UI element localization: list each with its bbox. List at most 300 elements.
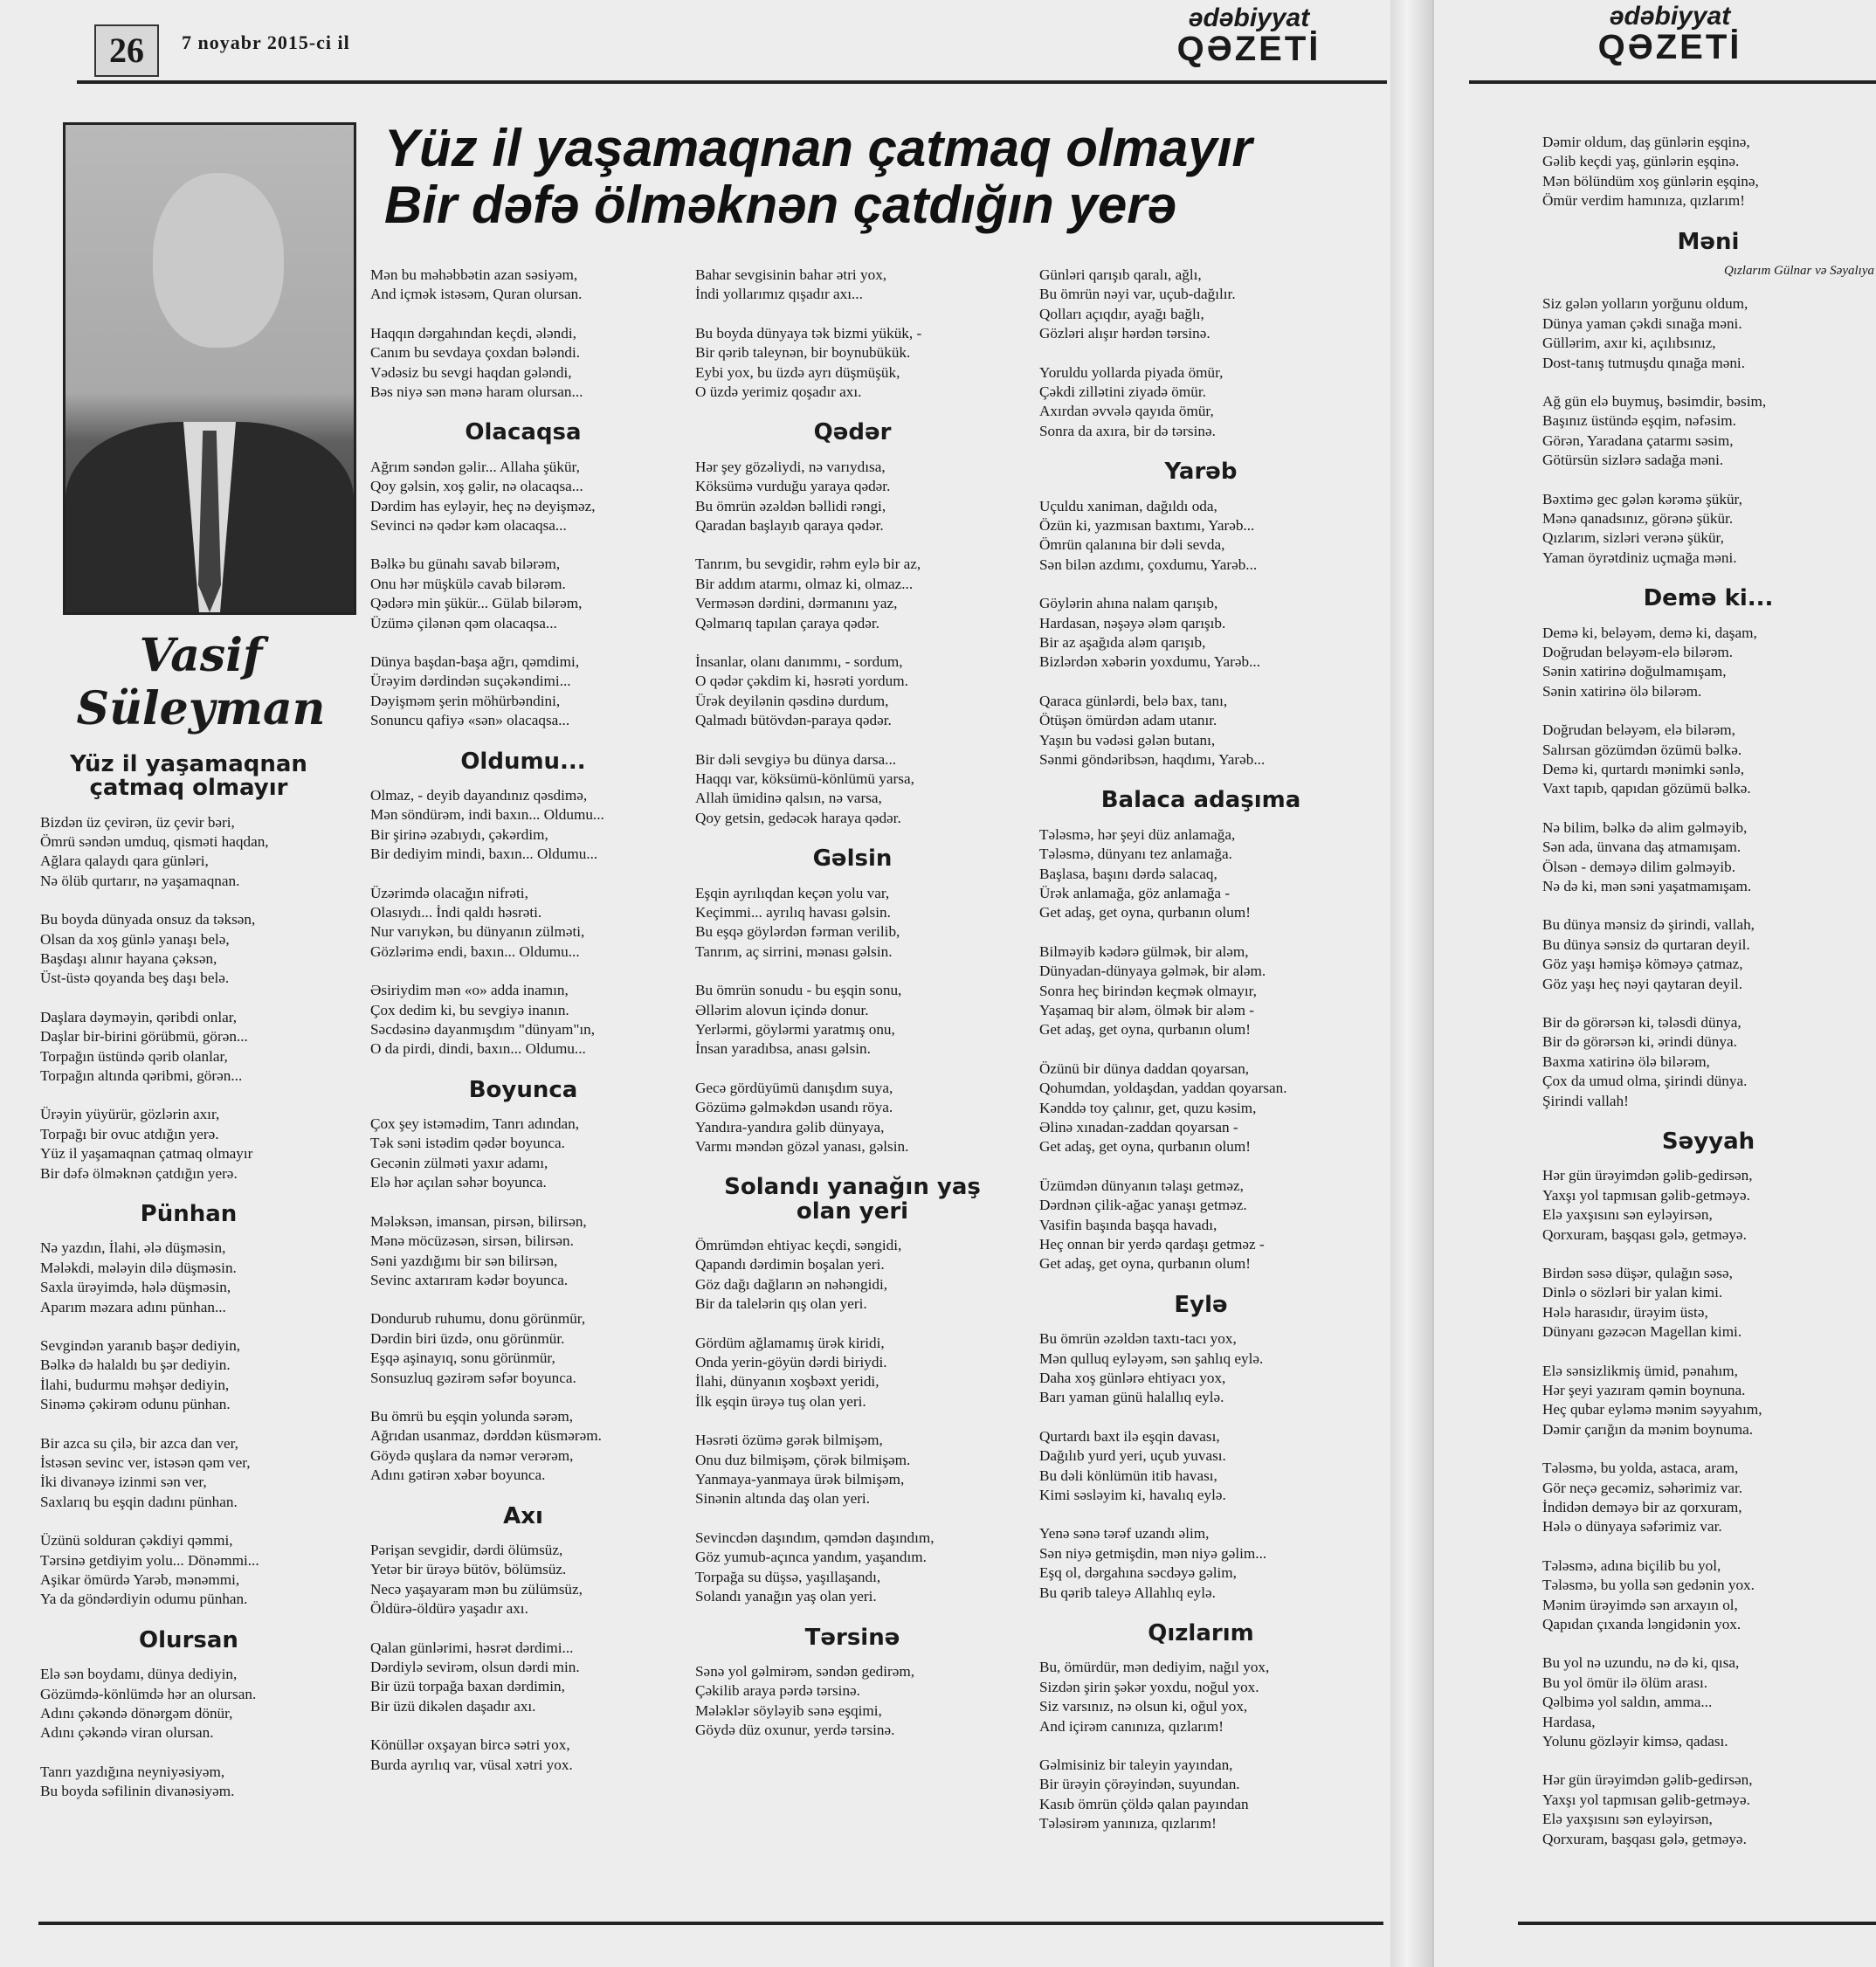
poem-line: Yerlərmi, göylərmi yaratmış onu,	[695, 1020, 895, 1038]
newspaper-page-27	[1432, 0, 1876, 1967]
poem-line: Yenə sənə tərəf uzandı əlim,	[1039, 1525, 1210, 1543]
poem-line: Gəlib keçdi yaş, günlərin eşqinə.	[1542, 153, 1740, 170]
stanza	[40, 910, 337, 989]
poem-line: Dost-tanış tutmuşdu qınağa məni.	[1542, 354, 1746, 371]
poem-line: Ağ gün elə buymuş, bəsimdir, bəsim,	[1542, 392, 1767, 410]
author-photo	[63, 122, 356, 615]
poem-line: Bir addım atarmı, olmaz ki, olmaz...	[695, 575, 914, 592]
poem-title: Qədər	[813, 419, 892, 446]
poem-line: Allah ümidinə qalsın, nə varsa,	[695, 790, 882, 807]
poem-line: Eşqin ayrılıqdan keçən yolu var,	[695, 884, 890, 901]
poem-line: Qohumdan, yoldaşdan, yaddan qoyarsan.	[1039, 1080, 1287, 1097]
poem-line: Mənim ürəyimdə sən arxayın ol,	[1542, 1596, 1738, 1613]
stanza	[1542, 133, 1874, 211]
poem-line: Daşlara dəyməyin, qəribdi onlar,	[40, 1008, 238, 1025]
poem-line: Tələsmə, hər şeyi düz anlamağa,	[1039, 825, 1236, 843]
poem-title: Olacaqsa	[465, 419, 582, 446]
poem-line: Üzümə çilənən qəm olacaqsa...	[370, 614, 557, 632]
poem-line: Tək səni istədim qədər boyunca.	[370, 1135, 565, 1152]
poem-line: Həsrəti özümə gərək bilmişəm,	[695, 1432, 883, 1449]
poem-line: Doğrudan beləyəm-elə bilərəm.	[1542, 643, 1734, 660]
poem-line: O qədər çəkdim ki, həsrəti yordum.	[695, 673, 908, 690]
poem-line: Sinəmə çəkirəm odunu pünhan.	[40, 1396, 231, 1413]
poem-line: Olmaz, - deyib dayandınız qəsdimə,	[370, 786, 588, 804]
poem-line: Çox da umud olma, şirindi dünya.	[1542, 1073, 1748, 1090]
stanza	[1542, 1653, 1874, 1751]
stanza	[1039, 1658, 1362, 1736]
poem	[695, 847, 1010, 1156]
poem-line: Bu ömrü bu eşqin yolunda sərəm,	[370, 1407, 573, 1425]
poem-line: Gözləri alışır hərdən tərsinə.	[1039, 325, 1210, 342]
poem-line: Elə yaxşısını sən eyləyirsən,	[1542, 1206, 1713, 1224]
page-gutter	[1390, 0, 1432, 1967]
poem-line: Üzərimdə olacağın nifrəti,	[370, 884, 528, 901]
poem-line: Qurtardı baxt ilə eşqin davası,	[1039, 1427, 1220, 1445]
stanza	[370, 324, 676, 403]
poem-line: Qoy getsin, gedəcək haraya qədər.	[695, 809, 901, 826]
poem-line: Çəkilib araya pərdə tərsinə.	[695, 1682, 860, 1700]
poem-line: Sənə yol gəlmirəm, səndən gedirəm,	[695, 1662, 915, 1680]
poem-line: Vədəsiz bu sevgi haqdan gələndi,	[370, 363, 572, 381]
poem	[695, 421, 1010, 828]
poem-line: Salırsan gözümdən özümü bəlkə.	[1542, 741, 1742, 758]
poem-line: Ağrım səndən gəlir... Allaha şükür,	[370, 458, 580, 475]
stanza	[1542, 490, 1874, 569]
stanza	[695, 555, 1010, 633]
poem-line: Aşikar ömürdə Yarəb, mənəmmi,	[40, 1571, 240, 1589]
poem-line: Mənə möcüzəsən, sirsən, bilirsən.	[370, 1232, 574, 1250]
poem-line: Mələksən, imansan, pirsən, bilirsən,	[370, 1212, 587, 1230]
poem-line: Ya da göndərdiyin odumu pünhan.	[40, 1591, 248, 1608]
poem-line: Heç qubar eyləmə mənim səyyahım,	[1542, 1401, 1762, 1418]
stanza	[370, 1736, 676, 1775]
poem-line: Bir də görərsən ki, ərindi dünya.	[1542, 1033, 1737, 1051]
page-number: 26	[94, 24, 159, 77]
poem-line: Ürək deyilənin qəsdinə durdum,	[695, 692, 889, 709]
poem-line: Nur varıykən, bu dünyanın zülməti,	[370, 923, 585, 941]
poem-line: Sənin xatirinə doğulmamışam,	[1542, 663, 1727, 680]
poem-line: Səni yazdığımı bir sən bilirsən,	[370, 1252, 558, 1269]
stanza	[370, 652, 676, 731]
poem-line: Hər gün ürəyimdən gəlib-gedirsən,	[1542, 1771, 1753, 1789]
poem-line: Sevinc axtarıram kədər boyunca.	[370, 1271, 569, 1288]
poem-line: Tələsmə, bu yolla sən gedənin yox.	[1542, 1577, 1755, 1594]
poem-line: Dərdin biri üzdə, onu görünmür.	[370, 1329, 565, 1347]
poem-line: Sizdən şirin şəkər yoxdu, noğul yox.	[1039, 1678, 1259, 1695]
poem-line: Dondurub ruhumu, donu görünmür,	[370, 1310, 586, 1328]
poem-title: Olursan	[139, 1626, 238, 1653]
poem	[1542, 587, 1874, 1111]
poem-line: Dəmir çarığın da mənim boynuma.	[1542, 1420, 1754, 1438]
poem-line: İndi yollarımız qışadır axı...	[695, 286, 863, 303]
poem-line: Qaradan başlayıb qaraya qədər.	[695, 516, 884, 534]
poem-line: Bir şirinə əzabıydı, çəkərdim,	[370, 825, 548, 843]
poem	[1542, 133, 1874, 211]
stanza	[1542, 1166, 1874, 1245]
stanza	[370, 1212, 676, 1291]
poem-title: Pünhan	[140, 1201, 238, 1228]
poem-line: Bu qərib taleyə Allahlıq eylə.	[1039, 1584, 1216, 1601]
poem-line: İstəsən sevinc ver, istəsən qəm ver,	[40, 1454, 251, 1472]
poem-line: Qəlbimə yol saldın, amma...	[1542, 1694, 1713, 1711]
poem	[40, 1626, 337, 1802]
poem-title: Səyyah	[1661, 1128, 1755, 1156]
poem-line: Mələkdi, mələyin dilə düşməsin.	[40, 1259, 237, 1276]
poem-line: Torpağın üstündə qərib olanlar,	[40, 1047, 228, 1065]
poem-line: Bizdən üz çevirən, üz çevir bəri,	[40, 813, 235, 831]
stanza	[1039, 266, 1362, 344]
stanza	[1542, 915, 1874, 994]
poem-line: Göz yaşı həmişə köməyə çatmaz,	[1542, 956, 1743, 973]
poem	[1039, 1291, 1362, 1603]
poem-line: Gecənin zülməti yaxır adamı,	[370, 1154, 548, 1171]
poem-line: Elə sənsizlikmiş ümid, pənahım,	[1542, 1362, 1738, 1379]
poem-line: Dünyadan-dünyaya gəlmək, bir aləm.	[1039, 963, 1266, 980]
poem-line: Kasıb ömrün çöldə qalan payından	[1039, 1795, 1249, 1812]
poem-line: Demə ki, qurtardı mənimki sənlə,	[1542, 760, 1745, 777]
poem-line: Gör neçə gecəmiz, səhərimiz var.	[1542, 1479, 1743, 1496]
poem-line: Gözümə gəlməkdən usandı röya.	[695, 1099, 893, 1116]
poem-title: Oldumu...	[460, 748, 586, 775]
stanza	[1542, 818, 1874, 897]
poem-line: Sevincdən daşındım, qəmdən daşındım,	[695, 1529, 935, 1546]
stanza	[370, 555, 676, 633]
poem-line: Bir dediyim mindi, baxın... Oldumu...	[370, 845, 598, 863]
poem-line: Özün ki, yazmısan baxtımı, Yarəb...	[1039, 516, 1255, 534]
poem	[370, 1502, 676, 1775]
poem-line: Hələ o dünyaya səfərimiz var.	[1542, 1518, 1722, 1536]
poem-line: Daha xoş günlərə ehtiyacı yox,	[1039, 1369, 1226, 1386]
stanza	[370, 1309, 676, 1388]
poem-line: Necə yaşayaram mən bu zülümsüz,	[370, 1580, 583, 1598]
poem-line: Dinlə o sözləri bir yalan kimi.	[1542, 1284, 1723, 1301]
poem-line: Bir qərib taleynən, bir boynubükük.	[695, 344, 911, 362]
poem-line: Çəkdi zillətini ziyadə ömür.	[1039, 383, 1206, 401]
poem-title: Demə ki...	[1643, 585, 1774, 612]
logo-line2-right: QƏZETİ	[1597, 28, 1742, 66]
stanza	[695, 1529, 1010, 1607]
poem-line: Gözlərimə endi, baxın... Oldumu...	[370, 942, 580, 960]
poem-line: Siz gələn yolların yorğunu oldum,	[1542, 295, 1748, 313]
poem-line: Göz dağı dağların ən nəhəngidi,	[695, 1275, 888, 1293]
poem	[1039, 266, 1362, 441]
poem-line: O da pirdi, dindi, baxın... Oldumu...	[370, 1040, 586, 1058]
poem-line: Tələsmə, bu yolda, astaca, aram,	[1542, 1460, 1739, 1477]
poem-title: Balaca adaşıma	[1100, 787, 1301, 814]
poem-line: Onu duz bilmişəm, çörək bilmişəm.	[695, 1451, 911, 1468]
poem-line: Sən niyə getmişdin, mən niyə gəlim...	[1039, 1544, 1267, 1562]
poem-line: Yanmaya-yanmaya ürək bilmişəm,	[695, 1471, 905, 1488]
poem-line: Dərdiylə sevirəm, olsun dərdi min.	[370, 1658, 580, 1675]
poem-line: Get adaş, get oyna, qurbanın olum!	[1039, 1138, 1251, 1156]
poem-line: Kimi səsləyim ki, havalıq eylə.	[1039, 1486, 1226, 1503]
newspaper-logo	[1135, 5, 1362, 66]
stanza	[1039, 942, 1362, 1040]
poem-line: Dünya yaman çəkdi sınağa məni.	[1542, 314, 1742, 332]
poem-line: Vasifin başında başqa havadı,	[1039, 1216, 1217, 1233]
poem-line: Eybi yox, bu üzdə ayrı düşmüşük,	[695, 363, 900, 381]
poem-line: Bir ürəyin çörəyindən, suyundan.	[1039, 1776, 1240, 1793]
stanza	[695, 652, 1010, 731]
stanza	[40, 1665, 337, 1743]
stanza	[370, 1115, 676, 1193]
poem-line: Yetər bir ürəyə bütöv, bölümsüz.	[370, 1561, 567, 1578]
poem-dedication: Qızlarım Gülnar və Səyalıya	[1723, 263, 1874, 278]
poem-line: Hər şey gözəliydi, nə varıydısa,	[695, 458, 886, 475]
stanza	[1542, 1556, 1874, 1635]
poem-line: Sən ada, ünvana daş atmamışam.	[1542, 839, 1742, 856]
column-4	[1039, 266, 1362, 1853]
poem-line: Bilməyib kədərə gülmək, bir aləm,	[1039, 942, 1249, 960]
poem-line: Hər gün ürəyimdən gəlib-gedirsən,	[1542, 1167, 1753, 1184]
stanza	[370, 981, 676, 1059]
stanza	[1039, 1059, 1362, 1157]
poem-line: Gecə gördüyümü danışdım suya,	[695, 1079, 893, 1096]
poem-line: Torpağın altında qəribmi, görən...	[40, 1067, 243, 1085]
logo-line2: QƏZETİ	[1176, 30, 1321, 68]
stanza	[695, 1334, 1010, 1412]
poem-line: İlahi, dünyanın xoşbəxt yeridi,	[695, 1373, 879, 1391]
poem-line: Bir dəli sevgiyə bu dünya darsa...	[695, 750, 897, 768]
poem-line: Daşlar bir-birini görübmü, görən...	[40, 1028, 248, 1046]
stanza	[1039, 1524, 1362, 1603]
poem-line: Bu ömrün sonudu - bu eşqin sonu,	[695, 982, 902, 999]
poem-line: Bu ömrün əzəldən taxtı-tacı yox,	[1039, 1330, 1237, 1348]
stanza	[40, 1105, 337, 1184]
poem-line: Ömür verdim hamınıza, qızlarım!	[1542, 192, 1745, 210]
column-3	[695, 266, 1010, 1759]
poem-title: Yüz il yaşamaqnan çatmaq olmayır	[70, 751, 307, 802]
poem-line: Tələsirəm yanınıza, qızlarım!	[1039, 1815, 1217, 1832]
poem-line: Ömrü səndən umduq, qisməti haqdan,	[40, 833, 269, 850]
stanza	[695, 1236, 1010, 1315]
stanza	[370, 1541, 676, 1619]
poem-line: Göydə düz oxunur, yerdə tərsinə.	[695, 1722, 895, 1739]
poem-title: Solandı yanağın yaş olan yeri	[724, 1174, 981, 1225]
poem-line: Qaraca günlərdi, belə bax, tanı,	[1039, 692, 1228, 709]
poem-line: Mənə qanadsınız, görənə şükür.	[1542, 509, 1734, 527]
stanza	[370, 1639, 676, 1717]
poem-line: Ötüşən ömürdən adam utanır.	[1039, 712, 1217, 729]
stanza	[695, 1662, 1010, 1741]
poem-line: Qolları açıqdır, ayağı bağlı,	[1039, 305, 1204, 322]
poem-line: Dərdnən çilik-ağac yanaşı getməz.	[1039, 1197, 1247, 1214]
stanza	[1542, 294, 1874, 373]
poem-line: Hər şeyi yazıram qəmin boynuna.	[1542, 1381, 1746, 1398]
newspaper-logo-right	[1556, 3, 1783, 65]
poem-line: Sonra da axıra, bir də tərsinə.	[1039, 422, 1216, 439]
poem-line: Yaxşı yol tapmısan gəlib-getməyə.	[1542, 1791, 1750, 1808]
poem-line: Olsan da xoş günlə yanaşı belə,	[40, 930, 230, 948]
poem-line: Nə ölüb qurtarır, nə yaşamaqnan.	[40, 872, 240, 889]
stanza	[40, 1763, 337, 1802]
poem-line: Dəmir oldum, daş günlərin eşqinə,	[1542, 134, 1750, 150]
stanza	[695, 750, 1010, 829]
poem-line: Haqqın dərgahından keçdi, ələndi,	[370, 324, 576, 342]
poem-line: Bir üzü dikəlen daşadır axı.	[370, 1697, 536, 1715]
poem-line: Bu dəli könlümün itib havası,	[1039, 1467, 1217, 1484]
poem-line: Burda ayrılıq var, vüsal xətri yox.	[370, 1756, 573, 1773]
poem-line: Qızlarım, sizləri verənə şükür,	[1542, 529, 1724, 547]
poem-line: Doğrudan beləyəm, elə bilərəm,	[1542, 721, 1735, 739]
poem-line: Dağılıb yurd yeri, uçub yuvası.	[1039, 1447, 1226, 1465]
poem	[370, 750, 676, 1059]
column-5	[1542, 133, 1874, 1868]
stanza	[1542, 1362, 1874, 1440]
poem-line: Tərsinə getdiyim yolu... Dönəmmi...	[40, 1551, 259, 1569]
poem-line: Öldürə-öldürə yaşadır axı.	[370, 1600, 528, 1618]
poem	[40, 1203, 337, 1610]
poem-line: Özünü bir dünya daddan qoyarsan,	[1039, 1059, 1250, 1077]
poem-line: Canım bu sevdaya çoxdan bələndi.	[370, 344, 581, 362]
poem-line: Tanrım, bu sevgidir, rəhm eylə bir az,	[695, 556, 921, 573]
poem-line: Sənmi göndəribsən, haqdımı, Yarəb...	[1039, 751, 1266, 769]
photo-head-shape	[153, 173, 284, 348]
logo-line1: ədəbiyyat	[1188, 3, 1310, 32]
poem-title: Məni	[1677, 228, 1740, 255]
poem-line: Gördüm ağlamamış ürək kiridi,	[695, 1334, 885, 1351]
footer-rule-right	[1518, 1922, 1876, 1925]
poem-line: Qoy gəlsin, xoş gəlir, nə olacaqsa...	[370, 478, 583, 495]
stanza	[695, 1431, 1010, 1509]
poem-line: Bizlərdən xəbərin yoxdumu, Yarəb...	[1039, 653, 1260, 671]
poem-line: Güllərim, axır ki, açılıbsınız,	[1542, 335, 1716, 352]
poem-line: Nə bilim, bəlkə də alim gəlməyib,	[1542, 818, 1748, 836]
poem-title: Boyunca	[468, 1076, 578, 1103]
poem-line: Sevinci nə qədər kəm olacaqsa...	[370, 516, 567, 534]
poem-line: Yaman öyrətdiniz uçmağa məni.	[1542, 549, 1737, 566]
stanza	[695, 458, 1010, 536]
poem-line: Dünya başdan-başa ağrı, qəmdimi,	[370, 652, 580, 670]
poem-line: Çox şey istəmədim, Tanrı adından,	[370, 1115, 580, 1133]
poem-line: Adını gətirən xəbər boyunca.	[370, 1467, 546, 1484]
poem-line: Yaxşı yol tapmısan gəlib-getməyə.	[1542, 1186, 1750, 1204]
stanza	[1039, 825, 1362, 923]
poem-line: Sonsuzluq gəzirəm səfər boyunca.	[370, 1369, 576, 1386]
stanza	[1039, 497, 1362, 576]
poem-line: Üzünü solduran çəkdiyi qəmmi,	[40, 1532, 233, 1549]
poem-line: Onu hər müşkülə cavab bilərəm.	[370, 575, 566, 592]
stanza	[1039, 594, 1362, 673]
poem-line: Siz varsınız, nə olsun ki, oğul yox,	[1039, 1698, 1248, 1715]
poem-line: Verməsən dərdini, dərmanını yaz,	[695, 595, 898, 612]
poem-line: Bəs niyə sən mənə haram olursan...	[370, 383, 583, 401]
poem	[1039, 460, 1362, 770]
poem-line: Nə yazdın, İlahi, ələ düşməsin,	[40, 1239, 226, 1257]
poem-line: Götürsün sizlərə sadağa məni.	[1542, 452, 1724, 469]
poem-line: Kənddə toy çalınır, get, quzu kəsim,	[1039, 1099, 1257, 1116]
poem-line: Qədərə min şükür... Gülab bilərəm,	[370, 595, 583, 612]
poem-line: Aparım məzara adını pünhan...	[40, 1298, 226, 1315]
poem-line: Bu yol nə uzundu, nə də ki, qısa,	[1542, 1654, 1740, 1672]
stanza	[1542, 392, 1874, 471]
poem	[370, 421, 676, 730]
poem-line: Qorxuram, başqası gələ, getməyə.	[1542, 1830, 1747, 1847]
poem-line: İnsanlar, olanı danımmı, - sordum,	[695, 652, 903, 670]
poem-line: Ürəyim dərdindən suçəkəndimi...	[370, 673, 571, 690]
poem-line: İnsan yaradıbsa, anası gəlsin.	[695, 1040, 871, 1058]
poem-line: Ömrün qalanına bir dəli sevda,	[1039, 536, 1225, 554]
poem-line: And içirəm canınıza, qızlarım!	[1039, 1717, 1224, 1735]
header-rule	[77, 80, 1387, 84]
poem-line: Sonra heç birindən keçmək olmayır,	[1039, 982, 1257, 999]
poem-line: Get adaş, get oyna, qurbanın olum!	[1039, 1255, 1251, 1273]
poem-line: O üzdə yerimiz qoşadır axı.	[695, 383, 862, 401]
stanza	[40, 1239, 337, 1317]
poem	[1542, 228, 1874, 569]
poem-line: Uçuldu xaniman, dağıldı oda,	[1039, 497, 1217, 514]
poem-line: Ürəyin yüyürür, gözlərin axır,	[40, 1106, 220, 1123]
poem-line: Eşqə aşinayıq, sonu görünmür,	[370, 1349, 555, 1367]
poem-line: Eşq ol, dərgahına səcdəyə gəlim,	[1039, 1564, 1237, 1582]
poem-line: Bu boyda səfilinin divanəsiyəm.	[40, 1783, 235, 1800]
poem-line: İlahi, budurmu məhşər dediyin,	[40, 1376, 230, 1393]
poem-line: Hardasan, nəşəyə ələm qarışıb.	[1039, 614, 1226, 632]
poem-line: Yolunu gözləyir kimsə, qadası.	[1542, 1733, 1728, 1750]
poem-line: Göz yumub-açınca yandım, yaşandım.	[695, 1549, 927, 1566]
poem-line: Sonuncu qafiyə «sən» olacaqsa...	[370, 712, 570, 729]
stanza	[695, 1079, 1010, 1157]
poem-line: Sinənin altında daş olan yeri.	[695, 1490, 870, 1508]
headline	[384, 121, 1371, 234]
author-signature: Vasif Süleyman	[76, 629, 326, 735]
poem-line: Başlasa, başını dərdə salacaq,	[1039, 865, 1217, 882]
stanza	[695, 266, 1010, 305]
poem-line: Mən bölündüm xoş günlərin eşqinə,	[1542, 172, 1759, 190]
poem-line: Bir dəfə ölməknən çatdığın yerə.	[40, 1164, 238, 1182]
poem-line: Ağrıdan usanmaz, dərddən küsmərəm.	[370, 1427, 602, 1445]
poem-line: Olasıydı... İndi qaldı həsrəti.	[370, 903, 542, 921]
poem-line: Axırdan əvvələ qayıda ömür,	[1039, 403, 1214, 420]
poem-line: Bu, ömürdür, mən dediyim, nağıl yox,	[1039, 1659, 1270, 1676]
poem-line: Bu boyda dünyaya tək bizmi yükük, -	[695, 324, 922, 342]
poem-line: Yandıra-yandıra gəlib dünyaya,	[695, 1118, 885, 1135]
poem-line: Elə sən boydamı, dünya dediyin,	[40, 1666, 238, 1683]
poem-line: And içmək istəsəm, Quran olursan.	[370, 286, 583, 303]
poem-line: Yoruldu yollarda piyada ömür,	[1039, 363, 1224, 381]
poem-line: Heç onnan bir yerdə qardaşı getməz -	[1039, 1236, 1265, 1253]
poem-line: Qapandı dərdimin boşalan yeri.	[695, 1256, 885, 1273]
poem	[1039, 789, 1362, 1273]
poem-line: Nə də ki, mən səni yaşatmamışam.	[1542, 877, 1752, 894]
poem-line: Bəlkə bu günahı savab bilərəm,	[370, 556, 561, 573]
stanza	[1039, 363, 1362, 442]
stanza	[1542, 1459, 1874, 1537]
poem-line: Dərdim has eyləyir, heç nə deyişməz,	[370, 497, 596, 514]
poem-line: Bu ömrün əzəldən bəllidi rəngi,	[695, 497, 886, 514]
poem-line: Saxla ürəyimdə, hələ düşməsin,	[40, 1279, 231, 1296]
poem-line: Onda yerin-göyün dərdi biriydi.	[695, 1354, 887, 1371]
poem-line: Səcdəsinə dayanmışdım "dünyam"ın,	[370, 1020, 595, 1038]
poem-line: Qəlmarıq tapılan çaraya qədər.	[695, 614, 879, 632]
footer-rule	[38, 1922, 1383, 1925]
poem-line: Bu yol ömür ilə ölüm arası.	[1542, 1674, 1708, 1691]
headline-line1: Yüz il yaşamaqnan çatmaq olmayır	[384, 119, 1252, 177]
poem-line: İndidən deməyə bir az qorxuram,	[1542, 1499, 1742, 1516]
poem-title: Axı	[503, 1502, 543, 1529]
poem-line: Qapıdan çıxanda ləngidənin yox.	[1542, 1616, 1742, 1633]
headline-line2: Bir dəfə ölməknən çatdığın yerə	[384, 175, 1176, 234]
stanza	[1542, 1770, 1874, 1849]
poem-line: Mən söndürəm, indi baxın... Oldumu...	[370, 806, 604, 824]
poem-line: Bu eşqə göylərdən fərman verilib,	[695, 923, 900, 941]
poem-line: Keçimmi... ayrılıq havası gəlsin.	[695, 903, 891, 921]
poem-line: Adını çəkəndə viran olursan.	[40, 1724, 214, 1742]
poem-line: Sənin xatirinə ölə bilərəm.	[1542, 682, 1702, 700]
poem-line: Barı yaman günü halallıq eylə.	[1039, 1389, 1224, 1406]
poem-line: Köksümə vurduğu yaraya qədər.	[695, 478, 891, 495]
poem-line: Əsiriydim mən «o» adda inamın,	[370, 982, 569, 999]
